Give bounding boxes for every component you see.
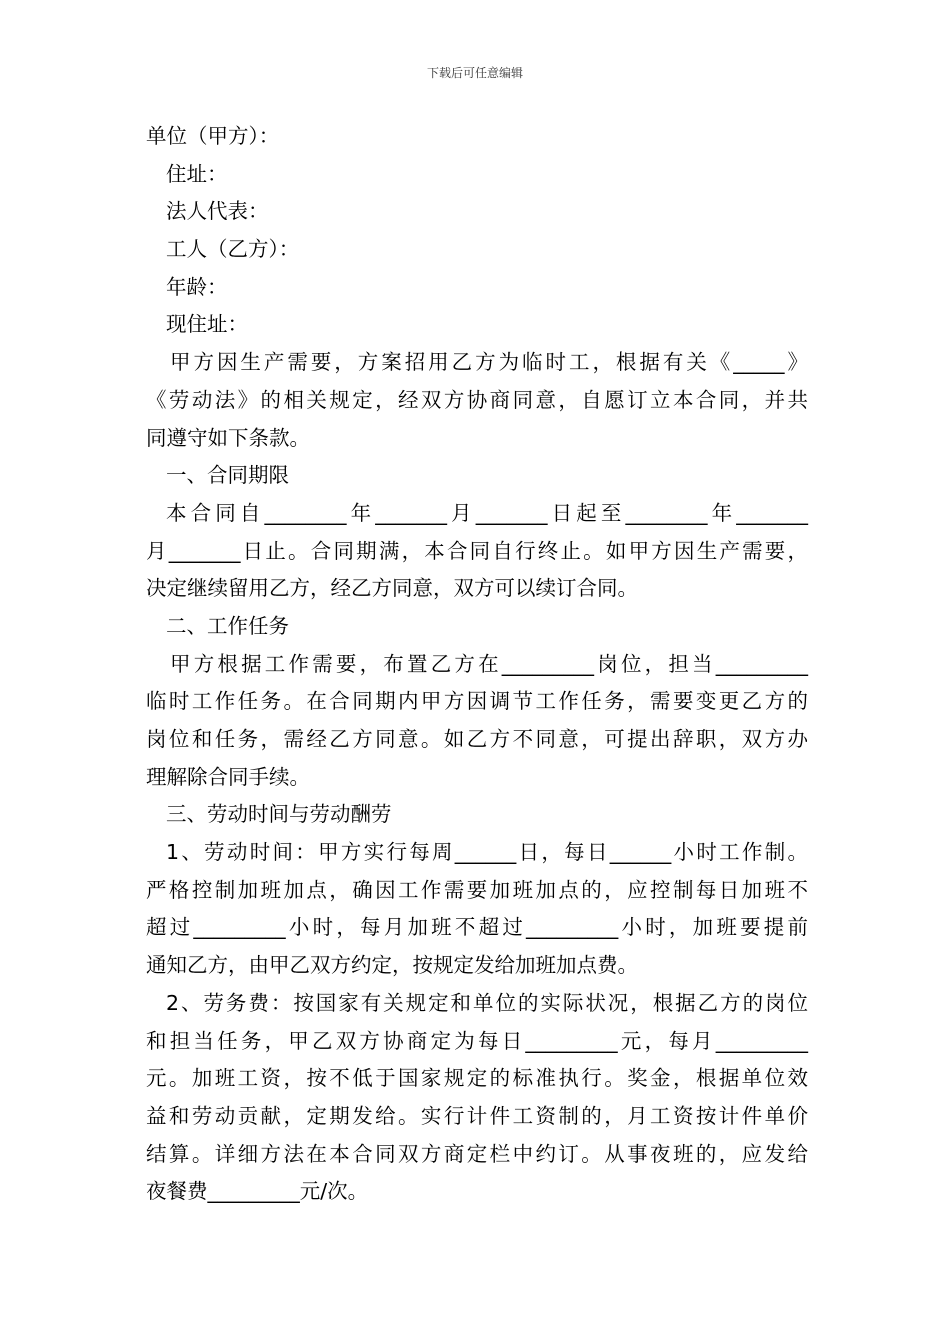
term-paragraph-line: 月_______日止。合同期满，本合同自行终止。如甲方因生产需要， bbox=[146, 538, 808, 563]
wage-paragraph-line: 2、劳务费：按国家有关规定和单位的实际状况，根据乙方的岗位 bbox=[166, 990, 808, 1015]
work-hours-paragraph-line: 超过_________小时，每月加班不超过_________小时，加班要提前 bbox=[146, 915, 808, 940]
wage-paragraph-line: 夜餐费_________元/次。 bbox=[146, 1179, 369, 1204]
intro-paragraph-line: 《劳动法》的相关规定，经双方协商同意，自愿订立本合同，并共 bbox=[146, 387, 808, 412]
section-heading: 三、劳动时间与劳动酬劳 bbox=[166, 802, 392, 827]
wage-paragraph-line: 结算。详细方法在本合同双方商定栏中约订。从事夜班的，应发给 bbox=[146, 1141, 808, 1166]
age-line: 年龄： bbox=[166, 274, 228, 299]
wage-paragraph-line: 和担当任务，甲乙双方协商定为每日_________元，每月_________ bbox=[146, 1028, 808, 1053]
wage-paragraph-line: 元。加班工资，按不低于国家规定的标准执行。奖金，根据单位效 bbox=[146, 1066, 808, 1091]
current-address-line: 现住址： bbox=[166, 312, 248, 337]
intro-paragraph-line: 甲方因生产需要，方案招用乙方为临时工，根据有关《_____》 bbox=[170, 350, 808, 375]
term-paragraph-line: 本合同自________年_______月_______日起至________年_______ bbox=[166, 500, 808, 525]
legal-representative-line: 法人代表： bbox=[166, 199, 269, 224]
section-heading: 一、合同期限 bbox=[166, 463, 289, 488]
task-paragraph-line: 理解除合同手续。 bbox=[146, 764, 310, 789]
work-hours-paragraph-line: 严格控制加班加点，确因工作需要加班加点的，应控制每日加班不 bbox=[146, 877, 808, 902]
party-b-worker-line: 工人（乙方）： bbox=[166, 237, 300, 262]
work-hours-paragraph-line: 通知乙方，由甲乙双方约定，按规定发给加班加点费。 bbox=[146, 953, 638, 978]
section-heading: 二、工作任务 bbox=[166, 613, 289, 638]
intro-paragraph-line: 同遵守如下条款。 bbox=[146, 425, 310, 450]
task-paragraph-line: 甲方根据工作需要，布置乙方在_________岗位，担当_________ bbox=[170, 651, 808, 676]
wage-paragraph-line: 益和劳动贡献，定期发给。实行计件工资制的，月工资按计件单价 bbox=[146, 1103, 808, 1128]
address-line: 住址： bbox=[166, 161, 228, 186]
term-paragraph-line: 决定继续留用乙方，经乙方同意，双方可以续订合同。 bbox=[146, 576, 638, 601]
task-paragraph-line: 岗位和任务，需经乙方同意。如乙方不同意，可提出辞职，双方办 bbox=[146, 727, 808, 751]
page-header: 下载后可任意编辑 bbox=[426, 66, 523, 80]
task-paragraph-line: 临时工作任务。在合同期内甲方因调节工作任务，需要变更乙方的 bbox=[146, 689, 808, 714]
party-a-unit-line: 单位（甲方）： bbox=[146, 124, 280, 148]
contract-body bbox=[146, 118, 808, 1211]
work-hours-paragraph-line: 1、劳动时间：甲方实行每周______日，每日______小时工作制。 bbox=[166, 840, 808, 865]
